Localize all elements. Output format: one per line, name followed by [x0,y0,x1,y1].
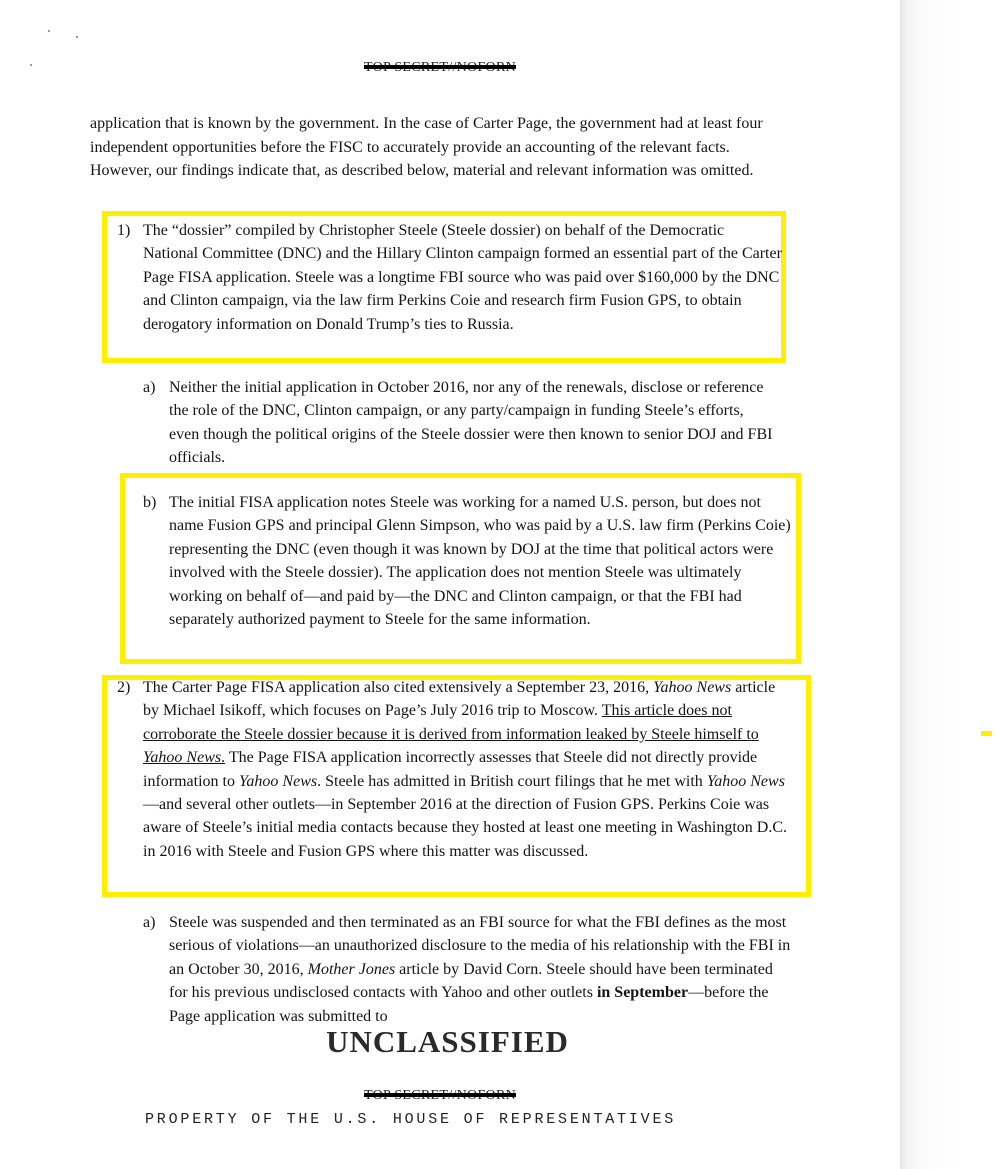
item-number: 1) [117,222,131,239]
highlight-margin-mark [981,731,992,736]
item-number: a) [143,914,156,931]
item-number: b) [143,494,157,511]
item-text: Neither the initial application in October 2016, nor any of the renewals, disclose or reference the role of the DNC, Clinton campaign, or any party/campaign in funding Steele’s efforts, even though the political origins of the Steele dossier were then known to senior DOJ and FBI officials. [169,379,773,467]
item-number: 2) [117,679,131,696]
underlined-statement: This article does not corroborate the Steele dossier because it is derived from information leaked by Steele himself to Yahoo News. [143,702,759,767]
scan-speck [76,36,78,38]
footer-classification-marking: TOP SECRET//NOFORN [363,1088,517,1103]
finding-item-1 [117,219,782,336]
item-text: The “dossier” compiled by Christopher Steele (Steele dossier) on behalf of the Democratic National Committee (DNC) and the Hillary Clinton campaign formed an essential part of the Carter Page FISA application. Steele was a longtime FBI source who was paid over $160,000 by the DNC and Clinton campaign, via the law firm Perkins Coie and research firm Fusion GPS, to obtain derogatory information on Donald Trump’s ties to Russia. [143,222,782,333]
finding-item-2a [143,911,793,1028]
item-text: The initial FISA application notes Steele was working for a named U.S. person, but does not name Fusion GPS and principal Glenn Simpson, who was paid by a U.S. law firm (Perkins Coie) representing the DNC (even though it was known by DOJ at the time that political actors were involved with the Steele dossier). The application does not mention Steele was ultimately working on behalf of—and paid by—the DNC and Clinton campaign, or that the FBI had separately authorized payment to Steele for the same information. [169,494,791,629]
unclassified-stamp: UNCLASSIFIED [326,1024,569,1059]
finding-item-1a [143,376,773,470]
item-text: The Carter Page FISA application also cited extensively a September 23, 2016, Yahoo News article by Michael Isikoff, which focuses on Page’s July 2016 trip to Moscow. This article does not corroborate the Steele dossier because it is derived from information leaked by Steele himself to Yahoo News. The Page FISA application incorrectly assesses that Steele did not directly provide information to Yahoo News. Steele has admitted in British court filings that he met with Yahoo News—and several other outlets—in September 2016 at the direction of Fusion GPS. Perkins Coie was aware of Steele’s initial media contacts because they hosted at least one meeting in Washington D.C. in 2016 with Steele and Fusion GPS where this matter was discussed. [143,679,788,860]
finding-item-1b [143,491,793,631]
finding-item-2 [117,676,792,863]
intro-paragraph: application that is known by the government. In the case of Carter Page, the government had at least four independent opportunities before the FISC to accurately provide an accounting of the relevant facts. However, our findings indicate that, as described below, material and relevant information was omitted. [90,115,763,179]
page-edge-shadow [900,0,1000,1169]
header-classification-marking: TOP SECRET//NOFORN [363,60,517,75]
property-footer: PROPERTY OF THE U.S. HOUSE OF REPRESENTATIVES [145,1111,677,1128]
item-text: Steele was suspended and then terminated as an FBI source for what the FBI defines as the most serious of violations—an unauthorized disclosure to the media of his relationship with the FBI in an October 30, 2016, Mother Jones article by David Corn. Steele should have been terminated for his previous undisclosed contacts with Yahoo and other outlets in September—before the Page application was submitted to [169,914,791,1025]
item-number: a) [143,379,156,396]
scan-speck [48,30,50,32]
